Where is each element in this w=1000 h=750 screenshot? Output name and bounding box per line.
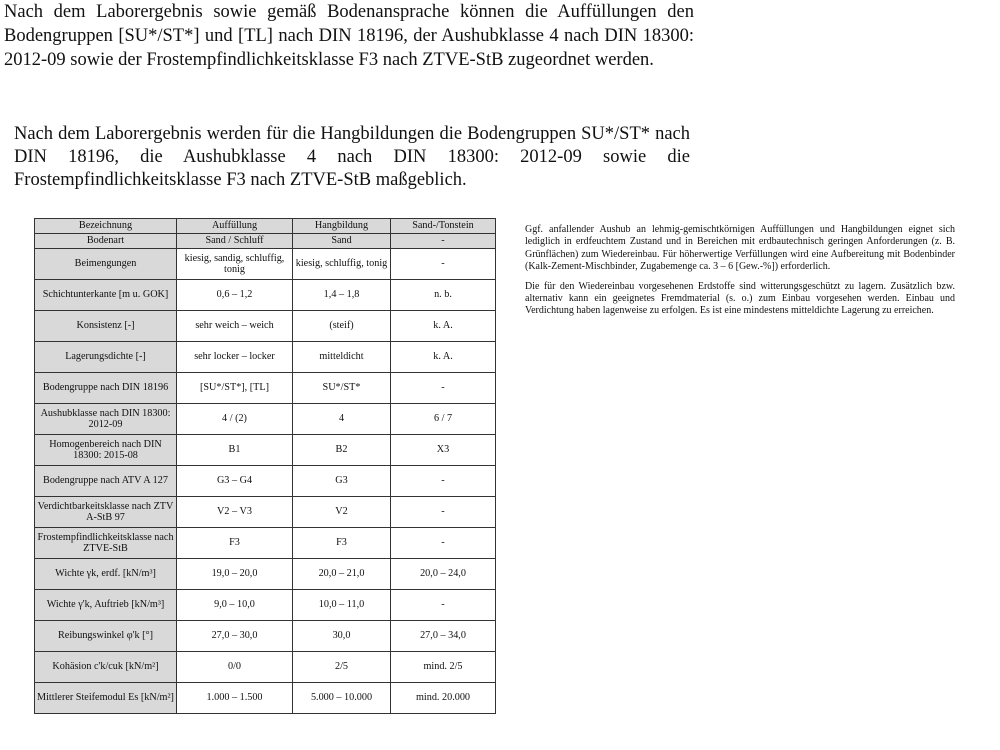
cell-auffuellung: sehr weich – weich (177, 311, 293, 342)
row-label: Bodengruppe nach DIN 18196 (35, 373, 177, 404)
table-row (35, 249, 496, 280)
row-label: Bodenart (35, 234, 177, 249)
cell-auffuellung: 9,0 – 10,0 (177, 590, 293, 621)
cell-hangbildung: V2 (293, 497, 391, 528)
header-hangbildung: Hangbildung (293, 219, 391, 234)
table-row (35, 683, 496, 714)
row-label: Konsistenz [-] (35, 311, 177, 342)
cell-auffuellung: B1 (177, 435, 293, 466)
cell-auffuellung: 4 / (2) (177, 404, 293, 435)
soil-parameter-table (34, 218, 496, 714)
row-label: Wichte γ'k, Auftrieb [kN/m³] (35, 590, 177, 621)
cell-sandstein: mind. 2/5 (391, 652, 496, 683)
cell-hangbildung: 4 (293, 404, 391, 435)
cell-sandstein: k. A. (391, 342, 496, 373)
cell-sandstein: - (391, 497, 496, 528)
notes-paragraph-2: Die für den Wiedereinbau vorgesehenen Erdstoffe sind witterungsgeschützt zu lagern. Zusätzlich bzw. alternativ kann ein geeignetes Fremdmaterial (s. o.) zum Einbau vorgesehen werden. Einbau und Verdichtung haben lagenweise zu erfolgen. Es ist eine mindestens mitteldichte Lagerung zu erreichen. (525, 280, 955, 317)
cell-hangbildung: 2/5 (293, 652, 391, 683)
row-label: Wichte γk, erdf. [kN/m³] (35, 559, 177, 590)
cell-hangbildung: 10,0 – 11,0 (293, 590, 391, 621)
row-label: Frostempfindlichkeitsklasse nach ZTVE-StB (35, 528, 177, 559)
cell-auffuellung: 27,0 – 30,0 (177, 621, 293, 652)
header-auffuellung: Auffüllung (177, 219, 293, 234)
table-row (35, 280, 496, 311)
cell-sandstein: mind. 20.000 (391, 683, 496, 714)
cell-hangbildung: 1,4 – 1,8 (293, 280, 391, 311)
intro-paragraph-2: Nach dem Laborergebnis werden für die Hangbildungen die Bodengruppen SU*/ST* nach DIN 18196, die Aushubklasse 4 nach DIN 18300: 2012-09 sowie die Frostempfindlichkeitsklasse F3 nach ZTVE-StB maßgeblich. (14, 124, 690, 190)
header-bezeichnung: Bezeichnung (35, 219, 177, 234)
table-row (35, 559, 496, 590)
cell-hangbildung: B2 (293, 435, 391, 466)
row-label: Lagerungsdichte [-] (35, 342, 177, 373)
table-row (35, 404, 496, 435)
cell-sandstein: - (391, 528, 496, 559)
row-label: Reibungswinkel φ'k [°] (35, 621, 177, 652)
cell-hangbildung: mitteldicht (293, 342, 391, 373)
row-label: Bodengruppe nach ATV A 127 (35, 466, 177, 497)
cell-hangbildung: 5.000 – 10.000 (293, 683, 391, 714)
cell-sandstein: 20,0 – 24,0 (391, 559, 496, 590)
table-row (35, 528, 496, 559)
table-row (35, 466, 496, 497)
cell-auffuellung: Sand / Schluff (177, 234, 293, 249)
notes-paragraph-1: Ggf. anfallender Aushub an lehmig-gemischtkörnigen Auffüllungen und Hangbildungen eignet sich lediglich in erdfeuchtem Zustand und in Bereichen mit erdbautechnisch geringen Anforderungen (z. B. Grünflächen) zum Wiedereinbau. Für höherwertige Verfüllungen wird eine Aufbereitung mit Bodenbinder (Kalk-Zement-Mischbinder, Zugabemenge ca. 3 – 6 [Gew.-%]) erforderlich. (525, 224, 955, 273)
table-row (35, 590, 496, 621)
cell-auffuellung: [SU*/ST*], [TL] (177, 373, 293, 404)
table-row (35, 311, 496, 342)
cell-hangbildung: kiesig, schluffig, tonig (293, 249, 391, 280)
cell-auffuellung: G3 – G4 (177, 466, 293, 497)
cell-auffuellung: sehr locker – locker (177, 342, 293, 373)
cell-sandstein: - (391, 234, 496, 249)
row-label: Beimengungen (35, 249, 177, 280)
side-notes (525, 224, 955, 325)
table-row (35, 497, 496, 528)
cell-auffuellung: kiesig, sandig, schluffig, tonig (177, 249, 293, 280)
row-label: Schichtunterkante [m u. GOK] (35, 280, 177, 311)
cell-sandstein: - (391, 590, 496, 621)
table-row (35, 621, 496, 652)
row-label: Kohäsion c'k/cuk [kN/m²] (35, 652, 177, 683)
cell-auffuellung: F3 (177, 528, 293, 559)
cell-sandstein: - (391, 249, 496, 280)
cell-auffuellung: 1.000 – 1.500 (177, 683, 293, 714)
table-row (35, 342, 496, 373)
table-row (35, 373, 496, 404)
row-label: Verdichtbarkeitsklasse nach ZTV A-StB 97 (35, 497, 177, 528)
row-label: Mittlerer Steifemodul Es [kN/m²] (35, 683, 177, 714)
cell-sandstein: n. b. (391, 280, 496, 311)
cell-hangbildung: 20,0 – 21,0 (293, 559, 391, 590)
cell-auffuellung: 0/0 (177, 652, 293, 683)
row-label: Aushubklasse nach DIN 18300: 2012-09 (35, 404, 177, 435)
cell-sandstein: k. A. (391, 311, 496, 342)
cell-auffuellung: 19,0 – 20,0 (177, 559, 293, 590)
cell-sandstein: X3 (391, 435, 496, 466)
row-label: Homogenbereich nach DIN 18300: 2015-08 (35, 435, 177, 466)
cell-auffuellung: V2 – V3 (177, 497, 293, 528)
cell-sandstein: - (391, 466, 496, 497)
table-row (35, 435, 496, 466)
cell-hangbildung: SU*/ST* (293, 373, 391, 404)
cell-hangbildung: Sand (293, 234, 391, 249)
table-row-bodenart (35, 234, 496, 249)
cell-hangbildung: G3 (293, 466, 391, 497)
cell-hangbildung: F3 (293, 528, 391, 559)
cell-auffuellung: 0,6 – 1,2 (177, 280, 293, 311)
cell-hangbildung: (steif) (293, 311, 391, 342)
cell-sandstein: 6 / 7 (391, 404, 496, 435)
intro-paragraph-1: Nach dem Laborergebnis sowie gemäß Bodenansprache können die Auffüllungen den Bodengruppen [SU*/ST*] und [TL] nach DIN 18196, der Aushubklasse 4 nach DIN 18300: 2012-09 sowie der Frostempfindlichkeitsklasse F3 nach ZTVE-StB zugeordnet werden. (4, 2, 694, 70)
header-sandstein: Sand-/Tonstein (391, 219, 496, 234)
table-row (35, 652, 496, 683)
cell-sandstein: - (391, 373, 496, 404)
cell-hangbildung: 30,0 (293, 621, 391, 652)
table-header-row (35, 219, 496, 234)
cell-sandstein: 27,0 – 34,0 (391, 621, 496, 652)
